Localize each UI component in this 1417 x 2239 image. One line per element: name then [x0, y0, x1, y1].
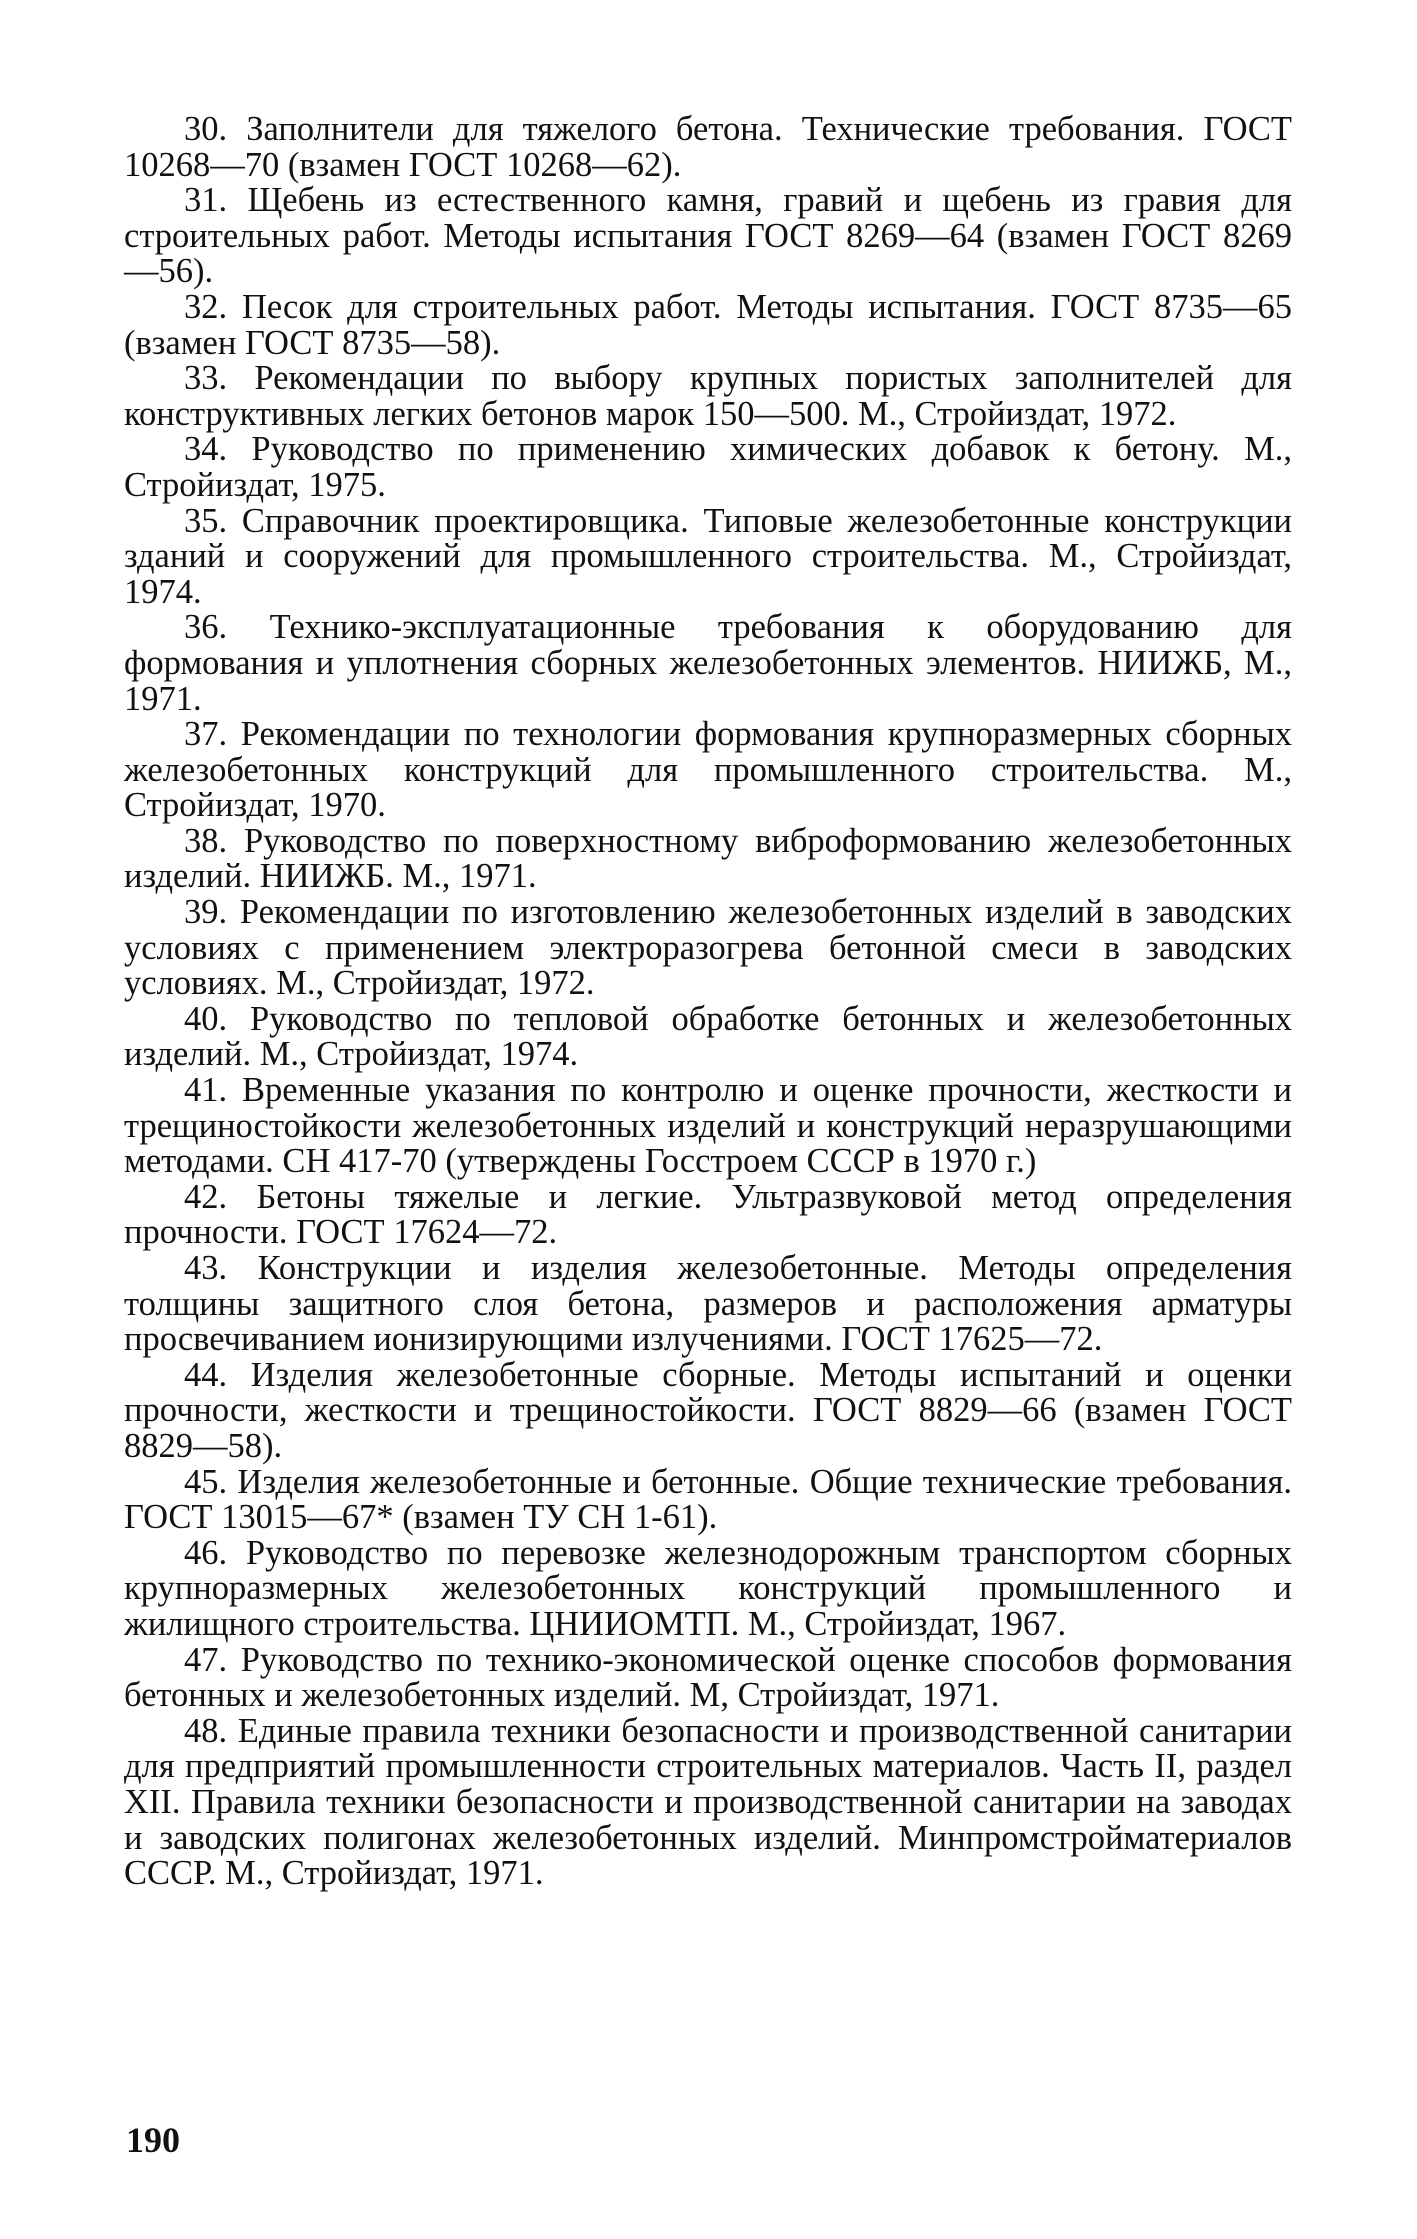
reference-item-33: 33. Рекомендации по выбору крупных пористых заполнителей для конструктивных легких бетонов марок 150—500. М., Стройиздат, 1972. [124, 359, 1292, 433]
reference-item-43: 43. Конструкции и изделия железобетонные. Методы определения толщины защитного слоя бетона, размеров и расположения арматуры просвечиванием ионизирующими излучениями. ГОСТ 17625—72. [124, 1249, 1292, 1359]
reference-item-36: 36. Технико-эксплуатационные требования к оборудованию для формования и уплотнения сборных железобетонных элементов. НИИЖБ, М., 1971. [124, 608, 1292, 718]
reference-list [124, 112, 1292, 1892]
reference-item-47: 47. Руководство по технико-экономической оценке способов формования бетонных и железобетонных изделий. М, Стройиздат, 1971. [124, 1640, 1292, 1715]
reference-item-31: 31. Щебень из естественного камня, гравий и щебень из гравия для строительных работ. Методы испытания ГОСТ 8269—64 (взамен ГОСТ 8269—56). [124, 181, 1292, 291]
reference-item-35: 35. Справочник проектировщика. Типовые железобетонные конструкции зданий и сооружений для промышленного строительства. М., Стройиздат, 1974. [124, 501, 1292, 611]
reference-item-46: 46. Руководство по перевозке железнодорожным транспортом сборных крупноразмерных железобетонных конструкций промышленного и жилищного строительства. ЦНИИОМТП. М., Стройиздат, 1967. [124, 1533, 1292, 1643]
reference-item-48: 48. Единые правила техники безопасности и производственной санитарии для предприятий промышленности строительных материалов. Часть II, раздел XII. Правила техники безопасности и производственной санитарии на заводах и заводских полигонах железобетонных изделий. Минпромстройматериалов СССР. М., Стройиздат, 1971. [124, 1711, 1292, 1893]
reference-item-39: 39. Рекомендации по изготовлению железобетонных изделий в заводских условиях с применением электроразогрева бетонной смеси в заводских условиях. М., Стройиздат, 1972. [124, 893, 1292, 1003]
reference-item-42: 42. Бетоны тяжелые и легкие. Ультразвуковой метод определения прочности. ГОСТ 17624—72. [124, 1177, 1292, 1252]
reference-item-37: 37. Рекомендации по технологии формования крупноразмерных сборных железобетонных конструкций для промышленного строительства. М., Стройиздат, 1970. [124, 715, 1292, 825]
reference-item-38: 38. Руководство по поверхностному виброформованию железобетонных изделий. НИИЖБ. М., 1971. [124, 821, 1292, 896]
reference-item-45: 45. Изделия железобетонные и бетонные. Общие технические требования. ГОСТ 13015—67* (взамен ТУ СН 1-61). [124, 1462, 1292, 1537]
bibliography-page [124, 112, 1292, 1892]
reference-item-32: 32. Песок для строительных работ. Методы испытания. ГОСТ 8735—65 (взамен ГОСТ 8735—58). [124, 287, 1292, 362]
reference-item-40: 40. Руководство по тепловой обработке бетонных и железобетонных изделий. М., Стройиздат, 1974. [124, 999, 1292, 1074]
reference-item-41: 41. Временные указания по контролю и оценке прочности, жесткости и трещиностойкости железобетонных изделий и конструкций неразрушающими методами. СН 417-70 (утверждены Госстроем СССР в 1970 г.) [124, 1071, 1292, 1181]
page-number: 190 [126, 2120, 180, 2160]
reference-item-44: 44. Изделия железобетонные сборные. Методы испытаний и оценки прочности, жесткости и трещиностойкости. ГОСТ 8829—66 (взамен ГОСТ 8829—58). [124, 1355, 1292, 1465]
reference-item-30: 30. Заполнители для тяжелого бетона. Технические требования. ГОСТ 10268—70 (взамен ГОСТ 10268—62). [124, 110, 1292, 184]
reference-item-34: 34. Руководство по применению химических добавок к бетону. М., Стройиздат, 1975. [124, 430, 1292, 504]
